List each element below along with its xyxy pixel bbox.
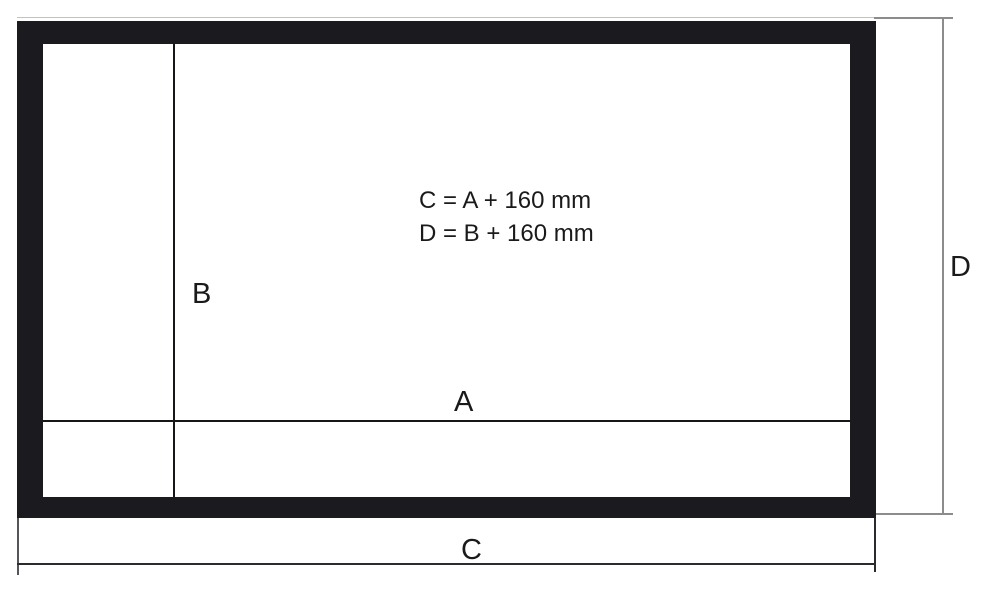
dimension-formulas xyxy=(419,184,594,250)
label-inner-height-b: B xyxy=(192,278,212,310)
dim-c-right-tick xyxy=(874,518,876,572)
inner-height-line xyxy=(173,44,175,497)
top-extension-line xyxy=(17,17,953,18)
inner-width-line xyxy=(43,420,850,422)
formula-d: D = B + 160 mm xyxy=(419,220,594,247)
label-inner-width-a: A xyxy=(454,386,474,418)
screen-outer-frame xyxy=(17,21,876,518)
formula-c: C = A + 160 mm xyxy=(419,187,592,214)
label-outer-width-c: C xyxy=(461,534,482,566)
dim-d-bottom-tick xyxy=(876,513,953,515)
dim-c-left-tick xyxy=(17,518,19,575)
dim-c-line xyxy=(17,563,876,565)
dim-d-line xyxy=(942,17,944,515)
label-outer-height-d: D xyxy=(950,251,971,283)
